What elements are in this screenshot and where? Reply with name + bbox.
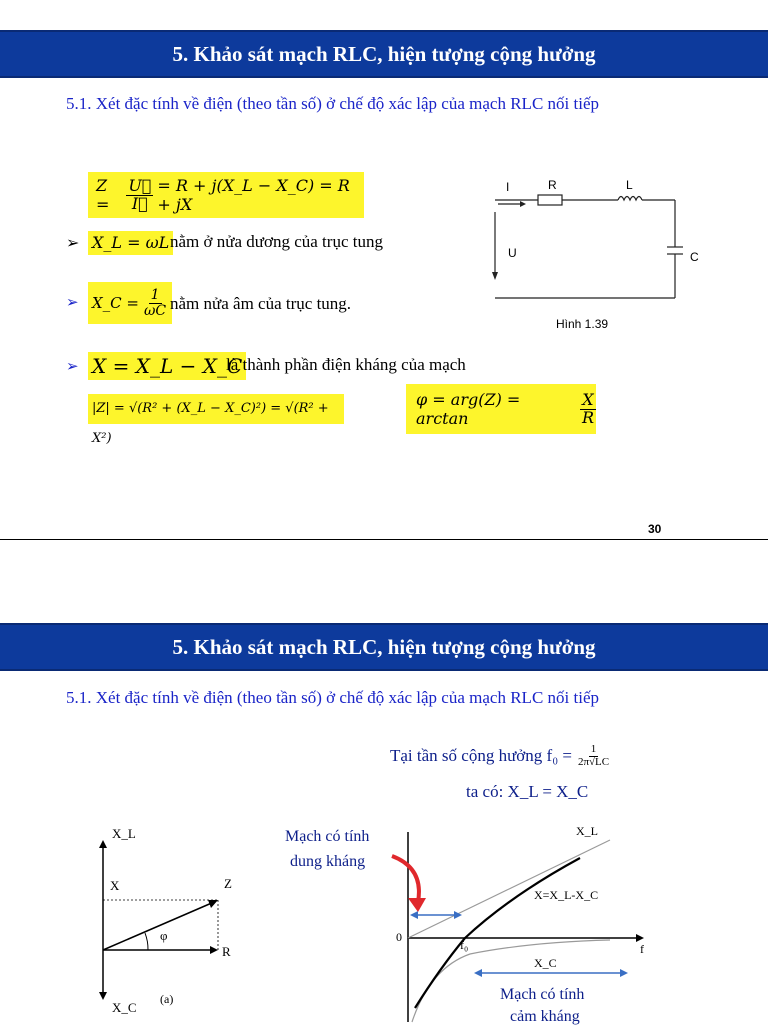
phi-num: X <box>582 389 594 409</box>
b1-text: nằm ở nửa dương của trục tung <box>170 232 383 251</box>
phasor-xc: X_C <box>112 1000 137 1015</box>
inductor-symbol <box>618 197 642 201</box>
b2-num: 1 <box>150 286 160 303</box>
slide1-title-bar <box>0 30 768 78</box>
graph-dung-khang-2: dung kháng <box>290 853 366 870</box>
resonance-text: Tại tần số cộng hưởng f₀ = <box>390 746 572 766</box>
impedance-vector <box>103 902 214 950</box>
phasor-xl: X_L <box>112 826 136 841</box>
graph-cam-khang-1: Mạch có tính <box>500 986 585 1003</box>
graph-f0: f₀ <box>460 938 469 952</box>
graph-xl: X_L <box>576 824 598 838</box>
slide1-title: 5. Khảo sát mạch RLC, hiện tượng cộng hưởng <box>172 41 596 66</box>
phasor-diagram <box>86 820 246 1024</box>
phi-fraction <box>580 389 596 427</box>
eq-z-lhs: Z = <box>96 176 110 214</box>
graph-zero: 0 <box>396 930 402 944</box>
resonance-fraction <box>576 744 611 768</box>
b1-formula: X_L = ωL <box>88 231 173 255</box>
phasor-caption: (a) <box>160 992 174 1006</box>
b2-text: nằm nửa âm của trục tung. <box>170 294 352 313</box>
eq-z-den: I⃗ <box>131 193 148 213</box>
bullet-3: ➢ <box>66 359 79 375</box>
voltage-arrow <box>492 272 498 280</box>
circuit-label-l: L <box>626 178 633 192</box>
b3-formula: X = X_L − X_C <box>88 352 246 380</box>
phasor-x: X <box>110 878 120 893</box>
reactance-graph <box>280 818 660 1024</box>
phi-den: R <box>581 407 594 427</box>
graph-xc: X_C <box>534 956 557 970</box>
eq-z-fraction <box>126 175 153 213</box>
phasor-z: Z <box>224 876 232 891</box>
eq-z-num: U⃗ <box>128 175 152 195</box>
b2-den: ωC <box>144 302 167 319</box>
circuit-svg <box>490 172 698 332</box>
ta-co-formula: ta có: X_L = X_C <box>466 782 589 801</box>
phasor-phi: φ <box>160 928 168 943</box>
current-arrow <box>520 201 526 207</box>
resonance-formula <box>390 744 611 768</box>
resistor-symbol <box>538 195 562 205</box>
b2-lhs: X_C = <box>92 294 139 312</box>
circuit-label-u: U <box>508 246 517 260</box>
b3-text: là thành phần điện kháng của mạch <box>226 355 466 374</box>
slide1-subtitle: 5.1. Xét đặc tính về điện (theo tần số) ở chế độ xác lập của mạch RLC nối tiếp <box>66 94 599 113</box>
red-pointer-arrow <box>392 856 419 902</box>
circuit-caption: Hình 1.39 <box>556 317 609 331</box>
reactance-svg <box>280 818 660 1024</box>
graph-cam-khang-2: cảm kháng <box>510 1008 580 1025</box>
bullet-1: ➢ <box>66 235 80 252</box>
phi-lhs: φ = arg(Z) = arctan <box>416 390 521 428</box>
page-number: 30 <box>648 522 662 536</box>
mod-z-formula: |Z| = √(R² + (X_L − X_C)²) = √(R² + X²) <box>88 394 344 424</box>
b2-fraction <box>142 288 168 318</box>
slide-separator <box>0 539 768 540</box>
b2-formula <box>88 282 172 324</box>
phi-formula <box>406 384 596 434</box>
slide2-subtitle: 5.1. Xét đặc tính về điện (theo tần số) ở chế độ xác lập của mạch RLC nối tiếp <box>66 688 599 707</box>
circuit-label-c: C <box>690 250 699 264</box>
circuit-diagram <box>490 172 698 332</box>
circuit-label-i: I <box>506 180 510 194</box>
graph-f: f <box>640 942 644 956</box>
equation-z <box>88 172 364 218</box>
phasor-r: R <box>222 944 231 959</box>
graph-dung-khang-1: Mạch có tính <box>285 828 370 845</box>
bullet-2: ➢ <box>66 295 79 311</box>
resonance-den: 2π√LC <box>577 755 610 768</box>
graph-x-eq: X=X_L-X_C <box>534 888 599 902</box>
resonance-num: 1 <box>590 743 597 755</box>
slide2-title: 5. Khảo sát mạch RLC, hiện tượng cộng hưởng <box>172 634 596 659</box>
circuit-label-r: R <box>548 178 557 192</box>
eq-z-rhs: = R + j(X_L − X_C) = R + jX <box>157 176 350 214</box>
slide2-title-bar <box>0 623 768 671</box>
